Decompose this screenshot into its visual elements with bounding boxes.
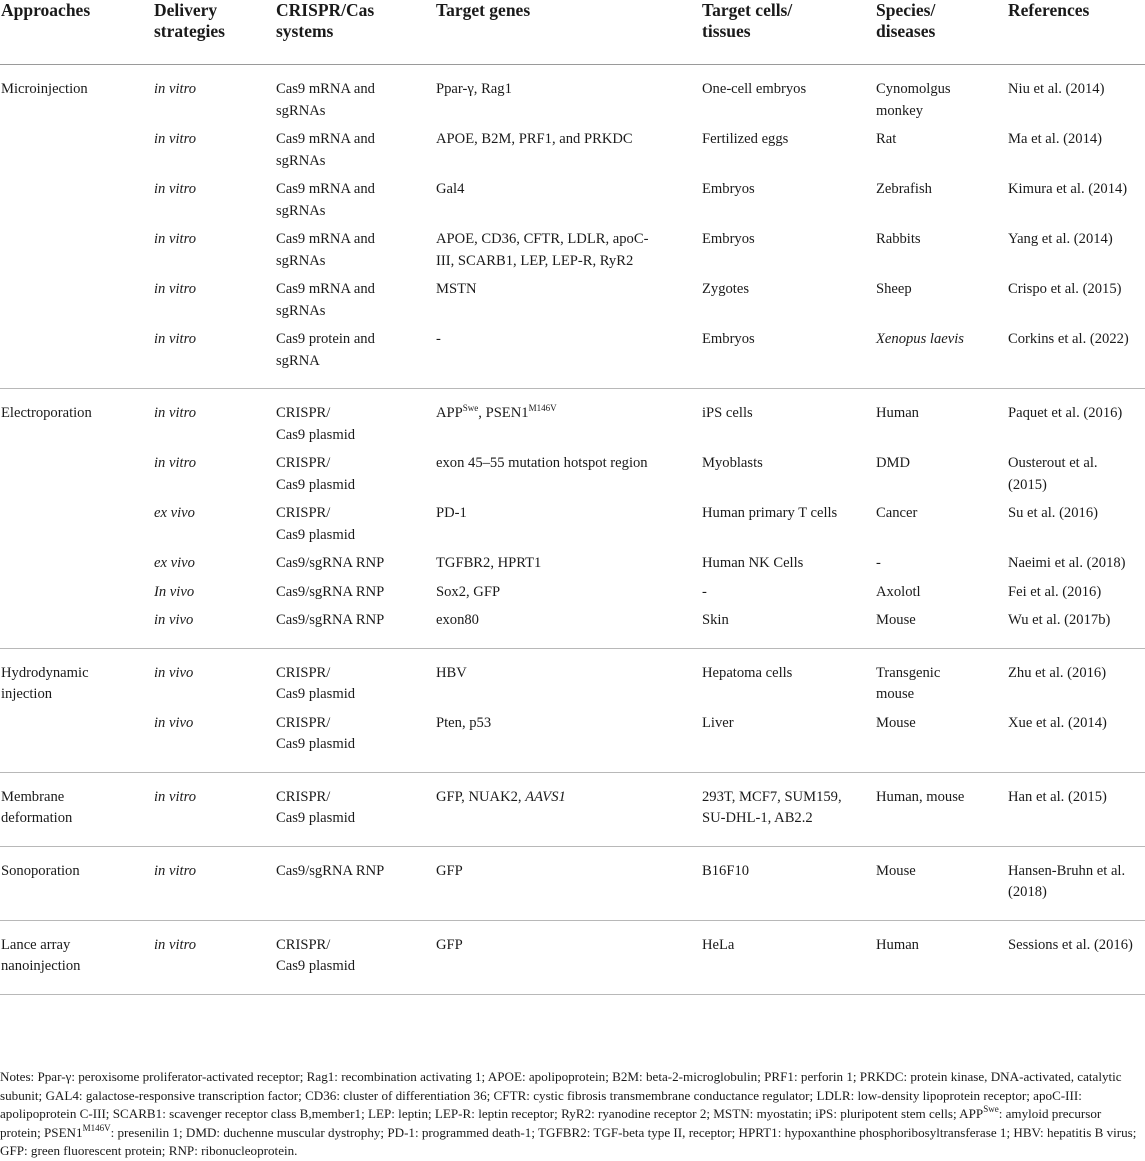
table-row	[0, 272, 1145, 322]
notes-text-part3: : presenilin 1; DMD: duchenne muscular dystrophy; PD-1: programmed death-1; TGFBR2: TGF-beta type II, receptor; HPRT1: hypoxanthine phosphoribosyltransferase 1; HBV: hepatitis B virus; GFP: green fluorescent protein; RNP: ribonucleoprotein.	[0, 1124, 1137, 1159]
crispr-system-line: sgRNAs	[276, 252, 326, 269]
delivery-strategy-text: ex vivo	[154, 505, 195, 521]
target-cells-line: Skin	[702, 612, 729, 628]
column-header-text: systems	[276, 21, 334, 41]
cell-crispr-system	[276, 546, 436, 575]
cell-crispr-system	[276, 603, 436, 648]
cell-reference	[1008, 122, 1145, 172]
cell-target-cells	[702, 446, 876, 496]
crispr-system-line: CRISPR/	[276, 788, 331, 805]
crispr-system-line: Cas9 plasmid	[276, 526, 356, 543]
target-genes-part: M146V	[528, 403, 557, 413]
cell-crispr-system	[276, 272, 436, 322]
cell-target-cells	[702, 546, 876, 575]
approach-line: Sonoporation	[1, 862, 80, 879]
cell-target-genes	[436, 172, 702, 222]
target-genes-line: -	[436, 331, 441, 347]
delivery-strategy-text: in vitro	[154, 331, 197, 347]
cell-target-cells	[702, 172, 876, 222]
target-genes-line: Ppar-γ, Rag1	[436, 81, 512, 97]
table-row	[0, 648, 1145, 706]
cell-target-genes	[436, 575, 702, 604]
delivery-strategy-text: in vivo	[154, 612, 194, 628]
crispr-system-line: Cas9 plasmid	[276, 426, 356, 443]
crispr-system-line: Cas9/sgRNA RNP	[276, 612, 385, 628]
cell-target-genes	[436, 496, 702, 546]
target-cells-line: Fertilized eggs	[702, 131, 789, 147]
target-genes-italic-part: AAVS1	[525, 788, 566, 805]
cell-species-disease	[876, 575, 1008, 604]
reference-line: Corkins et al. (2022)	[1008, 331, 1129, 347]
delivery-strategy-text: in vitro	[154, 81, 197, 97]
crispr-system-line: Cas9 plasmid	[276, 810, 356, 826]
notes-text-part1: Notes: Ppar-γ: peroxisome proliferator-activated receptor; Rag1: recombination activating 1; APOE: apolipoprotein; B2M: beta-2-microglobulin; PRF1: perforin 1; PRKDC: protein kinase, DNA-activated, catalytic subunit; GAL4: galactose-responsive transcription factor; CD36: cluster of differentiation 36; CFTR: cystic fibrosis transmembrane conductance regulator; LDLR: low-density lipoprotein receptor; apoC-III: apolipoprotein C-III; SCARB1: scavenger receptor class B,member1; LEP: leptin; LEP-R: leptin receptor; RyR2: ryanodine receptor 2; MSTN: myostatin; iPS: pluripotent stem cells; APP	[0, 1069, 1122, 1122]
notes-text-part2: : amyloid precursor protein; PSEN1	[0, 1106, 1102, 1140]
table-row	[0, 172, 1145, 222]
cell-crispr-system	[276, 648, 436, 706]
reference-line: Ma et al. (2014)	[1008, 131, 1103, 147]
target-genes-line: exon80	[436, 612, 479, 628]
crispr-system-line: sgRNAs	[276, 202, 326, 219]
crispr-system-line: CRISPR/	[276, 455, 331, 471]
cell-species-disease	[876, 648, 1008, 706]
reference-line: Han et al. (2015)	[1008, 788, 1107, 805]
crispr-system-line: CRISPR/	[276, 505, 331, 521]
reference-line: Hansen-Bruhn et al.	[1008, 862, 1126, 879]
table-row	[0, 122, 1145, 172]
cell-target-cells	[702, 706, 876, 773]
cell-reference	[1008, 772, 1145, 846]
crispr-system-line: Cas9 plasmid	[276, 476, 356, 493]
cell-reference	[1008, 920, 1145, 994]
reference-line: Fei et al. (2016)	[1008, 583, 1102, 600]
cell-target-genes	[436, 322, 702, 389]
cell-species-disease	[876, 389, 1008, 447]
cell-reference	[1008, 446, 1145, 496]
reference-line: (2015)	[1008, 476, 1047, 493]
crispr-system-line: Cas9/sgRNA RNP	[276, 555, 385, 571]
cell-reference	[1008, 846, 1145, 920]
target-genes-line: Sox2, GFP	[436, 583, 501, 600]
cell-approach	[0, 389, 154, 447]
crispr-system-line: Cas9 protein and	[276, 331, 375, 347]
column-header-text: strategies	[154, 21, 225, 41]
cell-target-cells	[702, 575, 876, 604]
target-genes-line: APOE, CD36, CFTR, LDLR, apoC-	[436, 231, 649, 247]
table-row	[0, 389, 1145, 447]
cell-reference	[1008, 389, 1145, 447]
cell-approach	[0, 272, 154, 322]
cell-crispr-system	[276, 222, 436, 272]
cell-crispr-system	[276, 322, 436, 389]
reference-line: (2018)	[1008, 884, 1047, 900]
cell-target-cells	[702, 603, 876, 648]
cell-approach	[0, 222, 154, 272]
cell-approach	[0, 706, 154, 773]
table-row	[0, 846, 1145, 920]
cell-approach	[0, 496, 154, 546]
target-cells-line: -	[702, 583, 707, 600]
target-genes-line: Gal4	[436, 181, 465, 197]
target-genes-line	[436, 787, 702, 809]
cell-delivery-strategy	[154, 496, 276, 546]
cell-reference	[1008, 575, 1145, 604]
cell-delivery-strategy	[154, 222, 276, 272]
species-disease-line: Mouse	[876, 612, 916, 628]
target-genes-part: GFP, NUAK2,	[436, 788, 526, 805]
cell-species-disease	[876, 546, 1008, 575]
reference-line: Kimura et al. (2014)	[1008, 181, 1128, 197]
reference-line: Zhu et al. (2016)	[1008, 664, 1107, 681]
species-disease-line: DMD	[876, 455, 911, 471]
cell-approach	[0, 322, 154, 389]
cell-approach	[0, 546, 154, 575]
cell-target-cells	[702, 772, 876, 846]
crispr-system-line: Cas9 plasmid	[276, 958, 356, 974]
target-genes-line: APOE, B2M, PRF1, and PRKDC	[436, 131, 633, 147]
table-row	[0, 322, 1145, 389]
column-header-text: diseases	[876, 21, 936, 41]
cell-species-disease	[876, 322, 1008, 389]
crispr-system-line: Cas9/sgRNA RNP	[276, 862, 385, 879]
table-row	[0, 446, 1145, 496]
cell-target-cells	[702, 122, 876, 172]
column-header-crispr-cas-systems	[276, 0, 436, 65]
reference-line: Sessions et al. (2016)	[1008, 936, 1133, 953]
cell-crispr-system	[276, 65, 436, 123]
species-disease-line: Rat	[876, 131, 897, 147]
table-row	[0, 222, 1145, 272]
reference-line: Naeimi et al. (2018)	[1008, 555, 1126, 571]
cell-reference	[1008, 496, 1145, 546]
cell-approach	[0, 648, 154, 706]
species-disease-line: Axolotl	[876, 583, 921, 600]
target-genes-line: III, SCARB1, LEP, LEP-R, RyR2	[436, 252, 634, 269]
species-disease-line: Sheep	[876, 281, 912, 297]
species-disease-line: Cancer	[876, 505, 918, 521]
crispr-system-line: CRISPR/	[276, 664, 331, 681]
crispr-system-line: Cas9 plasmid	[276, 686, 356, 702]
target-cells-line: HeLa	[702, 936, 735, 953]
cell-delivery-strategy	[154, 648, 276, 706]
table-row	[0, 546, 1145, 575]
delivery-strategy-text: In vivo	[154, 583, 195, 600]
delivery-strategy-text: in vitro	[154, 131, 197, 147]
cell-reference	[1008, 648, 1145, 706]
approach-line: nanoinjection	[1, 958, 81, 974]
target-cells-line: Hepatoma cells	[702, 664, 793, 681]
cell-delivery-strategy	[154, 706, 276, 773]
cell-target-genes	[436, 65, 702, 123]
reference-line: Wu et al. (2017b)	[1008, 612, 1111, 628]
crispr-system-line: sgRNAs	[276, 302, 326, 319]
table-row	[0, 65, 1145, 123]
approach-line: Electroporation	[1, 405, 92, 421]
cell-delivery-strategy	[154, 772, 276, 846]
cell-target-genes	[436, 706, 702, 773]
cell-crispr-system	[276, 575, 436, 604]
delivery-strategy-text: in vitro	[154, 788, 197, 805]
reference-line: Ousterout et al.	[1008, 455, 1098, 471]
target-genes-line: MSTN	[436, 281, 477, 297]
reference-line: Crispo et al. (2015)	[1008, 281, 1122, 297]
cell-target-genes	[436, 920, 702, 994]
delivery-strategy-text: in vitro	[154, 281, 197, 297]
cell-target-genes	[436, 222, 702, 272]
cell-target-cells	[702, 322, 876, 389]
crispr-system-line: Cas9 mRNA and	[276, 281, 375, 297]
target-cells-line: Embryos	[702, 181, 755, 197]
cell-reference	[1008, 272, 1145, 322]
delivery-strategy-text: in vitro	[154, 181, 197, 197]
cell-approach	[0, 846, 154, 920]
column-header-text: Target genes	[436, 0, 531, 20]
column-header-approaches	[0, 0, 154, 65]
cell-species-disease	[876, 603, 1008, 648]
target-genes-line: GFP	[436, 936, 463, 953]
species-disease-line: -	[876, 555, 881, 571]
crispr-system-line: Cas9 mRNA and	[276, 181, 375, 197]
species-disease-line: Human	[876, 936, 919, 953]
column-header-text: Approaches	[1, 0, 91, 20]
delivery-strategy-text: in vitro	[154, 405, 197, 421]
cell-target-genes	[436, 648, 702, 706]
species-disease-line: Transgenic	[876, 664, 941, 681]
cell-target-cells	[702, 222, 876, 272]
target-cells-line: SU-DHL-1, AB2.2	[702, 810, 813, 826]
cell-delivery-strategy	[154, 846, 276, 920]
cell-species-disease	[876, 920, 1008, 994]
species-disease-line: Cynomolgus	[876, 81, 951, 97]
cell-target-genes	[436, 772, 702, 846]
cell-species-disease	[876, 846, 1008, 920]
table-row	[0, 706, 1145, 773]
delivery-strategy-text: in vivo	[154, 664, 194, 681]
target-cells-line: One-cell embryos	[702, 81, 807, 97]
target-cells-line: Liver	[702, 714, 734, 731]
reference-line: Paquet et al. (2016)	[1008, 405, 1123, 421]
target-cells-line: Embryos	[702, 231, 755, 247]
table-row	[0, 920, 1145, 994]
cell-species-disease	[876, 122, 1008, 172]
delivery-strategy-text: in vitro	[154, 231, 197, 247]
crispr-system-line: Cas9 plasmid	[276, 736, 356, 752]
cell-delivery-strategy	[154, 389, 276, 447]
cell-crispr-system	[276, 496, 436, 546]
cell-species-disease	[876, 706, 1008, 773]
cell-target-genes	[436, 603, 702, 648]
cell-target-cells	[702, 920, 876, 994]
cell-delivery-strategy	[154, 122, 276, 172]
cell-crispr-system	[276, 846, 436, 920]
cell-reference	[1008, 706, 1145, 773]
approach-line: injection	[1, 686, 53, 702]
cell-delivery-strategy	[154, 172, 276, 222]
approach-line: Membrane	[1, 788, 65, 805]
cell-species-disease	[876, 172, 1008, 222]
table-row	[0, 496, 1145, 546]
cell-target-genes	[436, 272, 702, 322]
approach-line: Microinjection	[1, 81, 88, 97]
reference-line: Su et al. (2016)	[1008, 505, 1098, 521]
cell-approach	[0, 575, 154, 604]
cell-target-genes	[436, 389, 702, 447]
cell-crispr-system	[276, 389, 436, 447]
cell-delivery-strategy	[154, 603, 276, 648]
cell-target-cells	[702, 65, 876, 123]
reference-line: Yang et al. (2014)	[1008, 231, 1113, 247]
species-disease-line: Xenopus laevis	[876, 331, 964, 347]
species-disease-line: Human, mouse	[876, 788, 965, 805]
cell-approach	[0, 603, 154, 648]
target-genes-line: Pten, p53	[436, 714, 492, 731]
delivery-strategy-text: in vitro	[154, 936, 197, 953]
crispr-system-line: Cas9/sgRNA RNP	[276, 583, 385, 600]
table-header-row	[0, 0, 1145, 65]
crispr-system-line: sgRNAs	[276, 102, 326, 119]
table-row	[0, 575, 1145, 604]
cell-species-disease	[876, 65, 1008, 123]
cell-reference	[1008, 546, 1145, 575]
target-cells-line: Embryos	[702, 331, 755, 347]
cell-species-disease	[876, 222, 1008, 272]
cell-reference	[1008, 65, 1145, 123]
cell-delivery-strategy	[154, 546, 276, 575]
target-genes-part: APP	[436, 405, 463, 421]
cell-approach	[0, 920, 154, 994]
species-disease-line: Human	[876, 405, 919, 421]
cell-target-cells	[702, 272, 876, 322]
crispr-system-line: Cas9 mRNA and	[276, 231, 375, 247]
cell-reference	[1008, 322, 1145, 389]
cell-approach	[0, 122, 154, 172]
column-header-text: Delivery	[154, 0, 218, 20]
cell-crispr-system	[276, 920, 436, 994]
table-body	[0, 65, 1145, 995]
delivery-strategy-text: ex vivo	[154, 555, 195, 571]
cell-species-disease	[876, 772, 1008, 846]
column-header-species-diseases	[876, 0, 1008, 65]
cell-target-cells	[702, 648, 876, 706]
reference-line: Xue et al. (2014)	[1008, 714, 1107, 731]
cell-delivery-strategy	[154, 575, 276, 604]
crispr-system-line: CRISPR/	[276, 936, 331, 953]
crispr-system-line: Cas9 mRNA and	[276, 131, 375, 147]
cell-approach	[0, 446, 154, 496]
column-header-text: References	[1008, 0, 1090, 20]
notes-superscript-m146v: M146V	[82, 1122, 111, 1133]
delivery-strategy-text: in vitro	[154, 862, 197, 879]
column-header-target-cells-tissues	[702, 0, 876, 65]
cell-target-genes	[436, 846, 702, 920]
cell-target-cells	[702, 846, 876, 920]
target-genes-part: Swe	[462, 403, 479, 413]
species-disease-line: mouse	[876, 686, 915, 702]
target-genes-line: TGFBR2, HPRT1	[436, 555, 542, 571]
notes-superscript-swe: Swe	[983, 1104, 999, 1115]
cell-target-cells	[702, 389, 876, 447]
column-header-text: tissues	[702, 21, 751, 41]
delivery-strategy-text: in vitro	[154, 455, 197, 471]
species-disease-line: Mouse	[876, 714, 916, 731]
target-cells-line: Myoblasts	[702, 455, 763, 471]
cell-delivery-strategy	[154, 272, 276, 322]
cell-approach	[0, 772, 154, 846]
target-cells-line: Human NK Cells	[702, 555, 804, 571]
approach-line: Lance array	[1, 936, 71, 953]
cell-crispr-system	[276, 446, 436, 496]
column-header-target-genes	[436, 0, 702, 65]
species-disease-line: Mouse	[876, 862, 916, 879]
target-cells-line: iPS cells	[702, 405, 753, 421]
cell-delivery-strategy	[154, 65, 276, 123]
target-cells-line: 293T, MCF7, SUM159,	[702, 788, 842, 805]
reference-line: Niu et al. (2014)	[1008, 81, 1105, 97]
cell-approach	[0, 65, 154, 123]
cell-reference	[1008, 603, 1145, 648]
target-cells-line: Human primary T cells	[702, 505, 838, 521]
column-header-text: Target cells/	[702, 0, 793, 20]
cell-target-genes	[436, 122, 702, 172]
column-header-references	[1008, 0, 1145, 65]
cell-delivery-strategy	[154, 920, 276, 994]
crispr-system-line: sgRNAs	[276, 152, 326, 169]
delivery-strategy-text: in vivo	[154, 714, 194, 731]
table-notes	[0, 1068, 1145, 1161]
cell-species-disease	[876, 496, 1008, 546]
target-genes-line: PD-1	[436, 505, 467, 521]
cell-reference	[1008, 172, 1145, 222]
cell-species-disease	[876, 272, 1008, 322]
cell-reference	[1008, 222, 1145, 272]
column-header-delivery-strategies	[154, 0, 276, 65]
cell-delivery-strategy	[154, 446, 276, 496]
crispr-system-line: CRISPR/	[276, 405, 331, 421]
cell-target-genes	[436, 446, 702, 496]
cell-target-cells	[702, 496, 876, 546]
target-genes-line: GFP	[436, 862, 463, 879]
approach-line: Hydrodynamic	[1, 664, 89, 681]
cell-species-disease	[876, 446, 1008, 496]
target-genes-line: exon 45–55 mutation hotspot region	[436, 455, 648, 471]
target-cells-line: Zygotes	[702, 281, 750, 297]
species-disease-line: monkey	[876, 102, 924, 119]
crispr-system-line: CRISPR/	[276, 714, 331, 731]
cell-crispr-system	[276, 122, 436, 172]
table-row	[0, 603, 1145, 648]
target-cells-line: B16F10	[702, 862, 750, 879]
approach-line: deformation	[1, 810, 73, 826]
target-genes-line: HBV	[436, 664, 467, 681]
cell-crispr-system	[276, 172, 436, 222]
crispr-system-line: sgRNA	[276, 352, 320, 369]
cell-target-genes	[436, 546, 702, 575]
cell-crispr-system	[276, 772, 436, 846]
species-disease-line: Rabbits	[876, 231, 921, 247]
target-genes-line	[436, 403, 702, 425]
cell-crispr-system	[276, 706, 436, 773]
cell-approach	[0, 172, 154, 222]
cell-delivery-strategy	[154, 322, 276, 389]
crispr-system-line: Cas9 mRNA and	[276, 81, 375, 97]
species-disease-line: Zebrafish	[876, 181, 932, 197]
column-header-text: CRISPR/Cas	[276, 0, 375, 20]
column-header-text: Species/	[876, 0, 936, 20]
table-row	[0, 772, 1145, 846]
target-genes-part: , PSEN1	[478, 405, 529, 421]
